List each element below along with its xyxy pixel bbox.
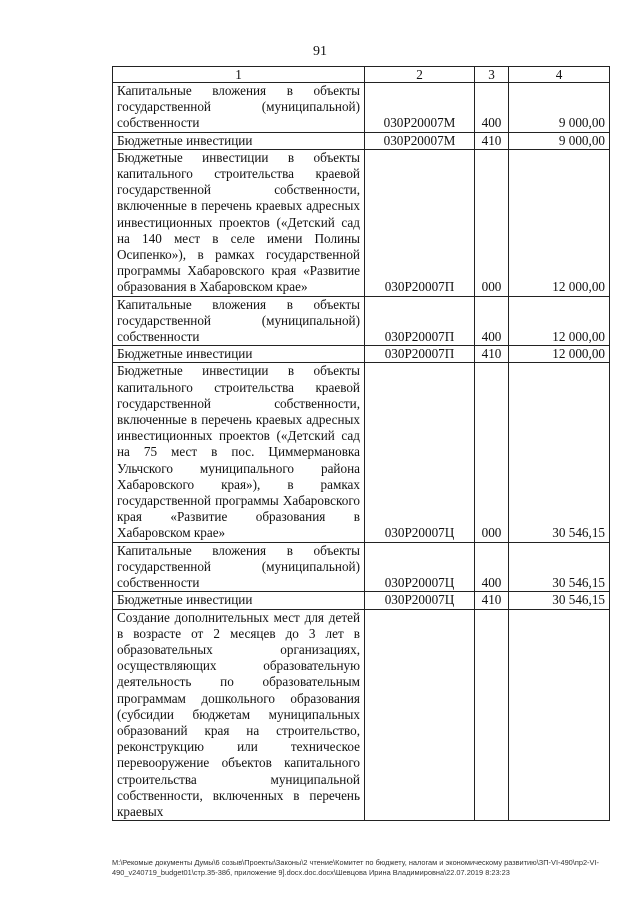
- row-code: 030P20007Ц: [365, 363, 475, 542]
- row-group: 000: [475, 149, 509, 296]
- table-row: [113, 542, 610, 592]
- table-row: [113, 149, 610, 296]
- row-amount: 9 000,00: [509, 83, 610, 133]
- header-col-1: 1: [113, 67, 365, 83]
- row-group: 410: [475, 132, 509, 149]
- row-name: Бюджетные инвестиции: [113, 132, 365, 149]
- row-group: 410: [475, 592, 509, 609]
- header-col-2: 2: [365, 67, 475, 83]
- table-row: [113, 609, 610, 821]
- row-group: 410: [475, 346, 509, 363]
- table-header-row: [113, 67, 610, 83]
- row-code: 030P20007Ц: [365, 592, 475, 609]
- row-amount: 12 000,00: [509, 149, 610, 296]
- table-row: [113, 83, 610, 133]
- row-amount: 9 000,00: [509, 132, 610, 149]
- row-code: [365, 609, 475, 821]
- row-code: 030P20007Ц: [365, 542, 475, 592]
- row-amount: 30 546,15: [509, 363, 610, 542]
- table-row: [113, 363, 610, 542]
- budget-table: [112, 66, 610, 821]
- header-col-4: 4: [509, 67, 610, 83]
- header-col-3: 3: [475, 67, 509, 83]
- page-number: 91: [313, 44, 327, 59]
- document-path-footer: М:\Рекомые документы Думы\6 созыв\Проекты\Законы\2 чтение\Комитет по бюджету, налогам и экономическому развитию\ЗП-VI-490\пр2-VI-490_v240719_budget01\стр.35-38б, приложение 9].docx.doc.docx\Шевцова Ирина Владимировна\22.07.2019 8:23:23: [112, 858, 599, 877]
- row-name: Бюджетные инвестиции в объекты капитального строительства краевой государственной собственности, включенные в перечень краевых адресных инвестиционных проектов («Детский сад на 75 мест в пос. Циммермановка Ульчского муниципального района Хабаровского края»), в рамках государственной программы Хабаровского края «Развитие образования в Хабаровском крае»: [113, 363, 365, 542]
- row-code: 030P20007П: [365, 346, 475, 363]
- row-name: Капитальные вложения в объекты государственной (муниципальной) собственности: [113, 542, 365, 592]
- row-code: 030P20007П: [365, 149, 475, 296]
- row-amount: 30 546,15: [509, 542, 610, 592]
- row-name: Бюджетные инвестиции: [113, 346, 365, 363]
- row-code: 030P20007М: [365, 132, 475, 149]
- row-amount: 12 000,00: [509, 346, 610, 363]
- row-name: Капитальные вложения в объекты государственной (муниципальной) собственности: [113, 296, 365, 346]
- row-code: 030P20007М: [365, 83, 475, 133]
- row-group: 400: [475, 83, 509, 133]
- row-name: Бюджетные инвестиции в объекты капитального строительства краевой государственной собственности, включенные в перечень краевых адресных инвестиционных проектов («Детский сад на 140 мест в селе имени Полины Осипенко»), в рамках государственной программы Хабаровского края «Развитие образования в Хабаровском крае»: [113, 149, 365, 296]
- row-amount: 12 000,00: [509, 296, 610, 346]
- table-row: [113, 296, 610, 346]
- row-name: Капитальные вложения в объекты государственной (муниципальной) собственности: [113, 83, 365, 133]
- row-name: Создание дополнительных мест для детей в возрасте от 2 месяцев до 3 лет в образовательных организациях, осуществляющих образовательную деятельность по образовательным программам дошкольного образования (субсидии бюджетам муниципальных образований края на строительство, реконструкцию или техническое перевооружение объектов капитального строительства муниципальной собственности, включенных в перечень краевых: [113, 609, 365, 821]
- row-amount: [509, 609, 610, 821]
- row-group: 000: [475, 363, 509, 542]
- row-code: 030P20007П: [365, 296, 475, 346]
- table-row: [113, 346, 610, 363]
- row-group: 400: [475, 296, 509, 346]
- table-row: [113, 592, 610, 609]
- row-name: Бюджетные инвестиции: [113, 592, 365, 609]
- row-group: 400: [475, 542, 509, 592]
- row-group: [475, 609, 509, 821]
- row-amount: 30 546,15: [509, 592, 610, 609]
- table-row: [113, 132, 610, 149]
